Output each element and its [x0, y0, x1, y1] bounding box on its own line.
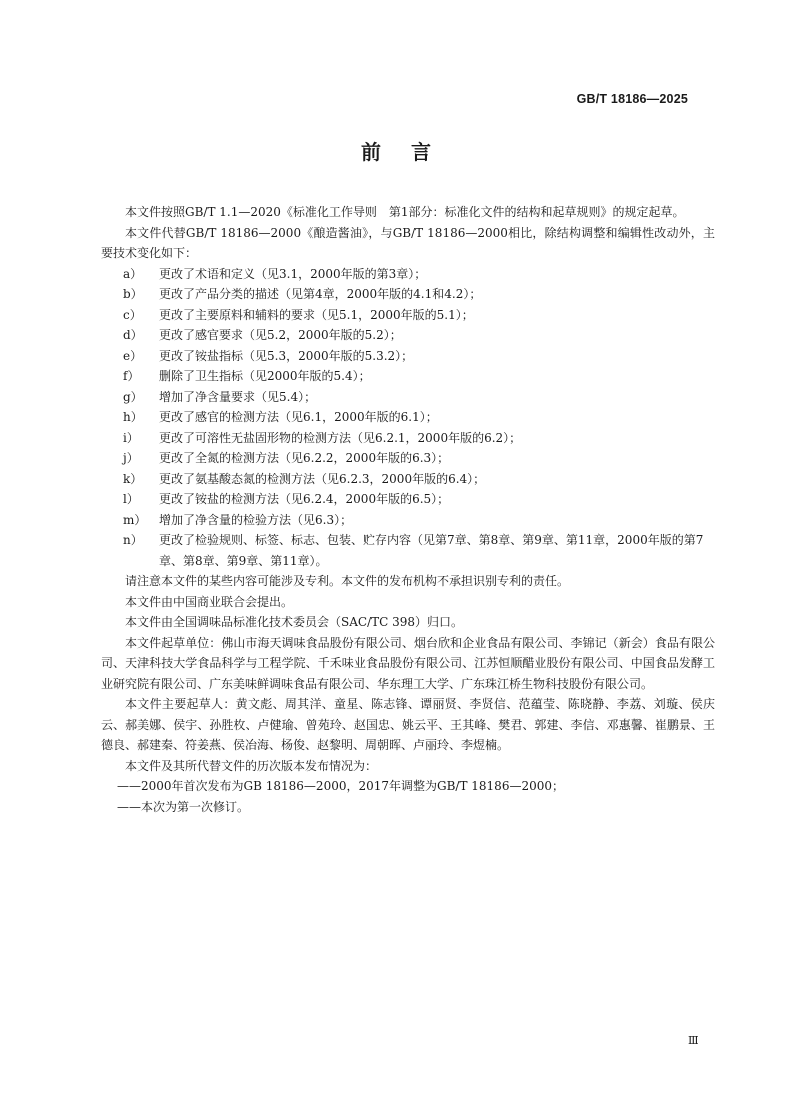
- list-marker: a）: [123, 266, 143, 281]
- standard-number: GB/T 18186—2025: [576, 92, 688, 106]
- list-text: 更改了主要原料和辅料的要求（见5.1，2000年版的5.1）；: [159, 307, 474, 322]
- list-marker: i）: [123, 430, 139, 445]
- intro-paragraph: 本文件按照GB/T 1.1—2020《标准化工作导则 第1部分：标准化文件的结构和起草规则》的规定起草。: [125, 205, 685, 219]
- patent-notice: 请注意本文件的某些内容可能涉及专利。本文件的发布机构不承担识别专利的责任。: [125, 574, 570, 588]
- list-text: 更改了氨基酸态氮的检测方法（见6.2.3，2000年版的6.4）；: [159, 471, 486, 486]
- list-marker: e）: [123, 348, 143, 363]
- list-item: [101, 366, 715, 387]
- list-marker: n）: [123, 533, 143, 547]
- foreword-body: [101, 202, 715, 817]
- list-text: 增加了净含量的检验方法（见6.3）；: [159, 512, 353, 527]
- committee-paragraph: 本文件由全国调味品标准化技术委员会（SAC/TC 398）归口。: [125, 615, 464, 629]
- list-marker: j）: [123, 451, 139, 465]
- list-item: [101, 387, 715, 408]
- list-item: [101, 407, 715, 428]
- list-item: [101, 305, 715, 326]
- history-item: ——2000年首次发布为GB 18186—2000，2017年调整为GB/T 18186—2000；: [117, 779, 564, 793]
- proposer-paragraph: 本文件由中国商业联合会提出。: [125, 594, 294, 609]
- list-item: [101, 325, 715, 346]
- list-marker: d）: [123, 328, 143, 342]
- list-text: 更改了感官的检测方法（见6.1，2000年版的6.1）；: [159, 410, 438, 424]
- drafters-paragraph: 本文件主要起草人：黄文彪、周其洋、童星、陈志锋、谭丽贤、李贤信、范蕴莹、陈晓静、李荔、刘璇、侯庆云、郝美娜、侯宇、孙胜枚、卢健瑜、曾苑玲、赵国忠、姚云平、王其峰、樊君、郭建、李信、邓惠馨、崔鹏景、王德良、郝建秦、符姜燕、侯冶海、杨俊、赵黎明、周朝晖、卢丽玲、李煜楠。: [101, 697, 715, 752]
- page-title: 前言: [361, 140, 461, 164]
- list-marker: l）: [123, 492, 139, 506]
- list-text: 更改了铵盐指标（见5.3，2000年版的5.3.2）；: [159, 348, 414, 363]
- history-intro-paragraph: 本文件及其所代替文件的历次版本发布情况为：: [125, 758, 378, 773]
- list-item: [101, 469, 715, 490]
- list-marker: m）: [123, 512, 147, 527]
- list-item: [101, 284, 715, 305]
- list-text: 更改了检验规则、标签、标志、包装、贮存内容（见第7章、第8章、第9章、第11章，2000年版的第7章、第8章、第9章、第11章）。: [159, 533, 704, 568]
- list-text: 更改了全氮的检测方法（见6.2.2，2000年版的6.3）；: [159, 451, 450, 465]
- list-marker: h）: [123, 410, 143, 424]
- list-marker: f）: [123, 369, 140, 383]
- list-marker: b）: [123, 287, 143, 301]
- list-item: [101, 264, 715, 285]
- list-item: [101, 448, 715, 469]
- list-item: [101, 346, 715, 367]
- list-marker: k）: [123, 471, 143, 486]
- list-text: 增加了净含量要求（见5.4）；: [159, 389, 317, 404]
- history-item: ——本次为第一次修订。: [117, 799, 250, 814]
- list-item: [101, 510, 715, 531]
- list-text: 更改了术语和定义（见3.1，2000年版的第3章）；: [159, 266, 427, 281]
- list-text: 更改了可溶性无盐固形物的检测方法（见6.2.1，2000年版的6.2）；: [159, 430, 522, 445]
- list-item: [101, 428, 715, 449]
- intro-paragraph: 本文件代替GB/T 18186—2000《酿造酱油》，与GB/T 18186—2000相比，除结构调整和编辑性改动外，主要技术变化如下：: [101, 225, 715, 260]
- page-number: Ⅲ: [688, 1034, 699, 1047]
- list-text: 更改了产品分类的描述（见第4章，2000年版的4.1和4.2）；: [159, 287, 482, 301]
- list-text: 删除了卫生指标（见2000年版的5.4）；: [159, 369, 371, 383]
- list-text: 更改了铵盐的检测方法（见6.2.4，2000年版的6.5）；: [159, 492, 450, 506]
- changes-list: [101, 264, 715, 572]
- list-marker: c）: [123, 307, 142, 322]
- list-item: [101, 530, 715, 571]
- list-item: [101, 489, 715, 510]
- list-marker: g）: [123, 389, 143, 404]
- list-text: 更改了感官要求（见5.2，2000年版的5.2）；: [159, 328, 402, 342]
- drafting-units-paragraph: 本文件起草单位：佛山市海天调味食品股份有限公司、烟台欣和企业食品有限公司、李锦记（新会）食品有限公司、天津科技大学食品科学与工程学院、千禾味业食品股份有限公司、江苏恒顺醋业股份有限公司、中国食品发酵工业研究院有限公司、广东美味鲜调味食品有限公司、华东理工大学、广东珠江桥生物科技股份有限公司。: [101, 635, 715, 691]
